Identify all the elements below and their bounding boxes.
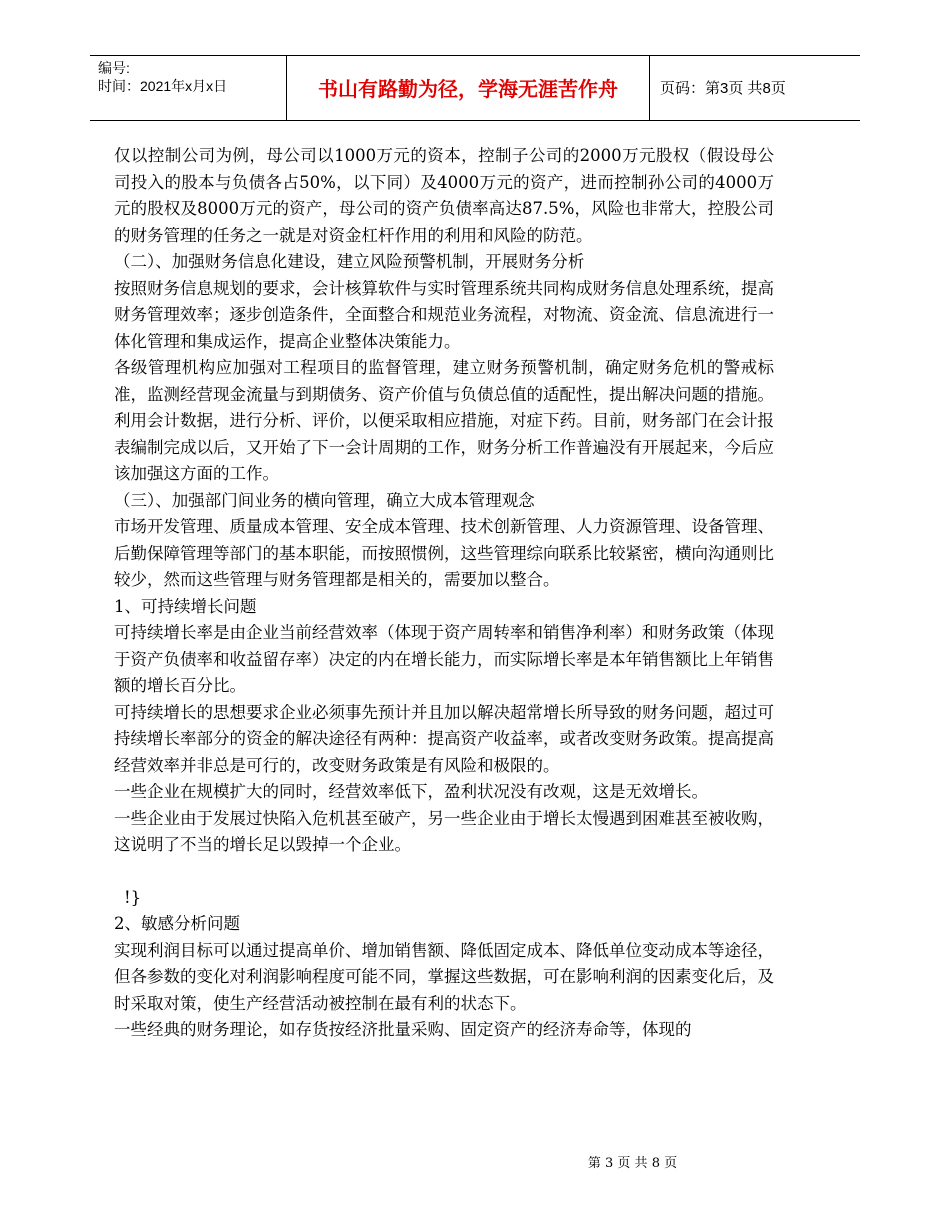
paragraph: 各级管理机构应加强对工程项目的监督管理，建立财务预警机制，确定财务危机的警戒标准，监测经营现金流量与到期债务、资产价值与负债总值的适配性，提出解决问题的措施。 <box>114 358 774 404</box>
header-page-info: 页码：第3页 共8页 <box>660 80 786 97</box>
paragraph: 按照财务信息规划的要求，会计核算软件与实时管理系统共同构成财务信息处理系统，提高财务管理效率；逐步创造条件，全面整合和规范业务流程，对物流、资金流、信息流进行一体化管理和集成运作，提高企业整体决策能力。 <box>114 278 774 351</box>
paragraph: 一些经典的财务理论，如存货按经济批量采购、固定资产的经济寿命等，体现的 <box>114 1020 692 1039</box>
stray-mark: !} <box>124 887 142 907</box>
section-heading: （二）、加强财务信息化建设，建立风险预警机制，开展财务分析 <box>114 252 585 271</box>
header-motto: 书山有路勤为径，学海无涯苦作舟 <box>286 55 650 120</box>
section-heading: （三）、加强部门间业务的横向管理，确立大成本管理观念 <box>114 490 535 510</box>
header-meta <box>98 59 227 95</box>
paragraph: 一些企业在规模扩大的同时，经营效率低下，盈利状况没有改观，这是无效增长。 <box>114 782 708 801</box>
section-heading: 1、可持续增长问题 <box>114 596 257 616</box>
paragraph: 可持续增长的思想要求企业必须事先预计并且加以解决超常增长所导致的财务问题，超过可持续增长率部分的资金的解决途径有两种：提高资产收益率，或者改变财务政策。提高提高经营效率并非总是可行的，改变财务政策是有风险和极限的。 <box>114 702 774 775</box>
page-footer: 第 3 页 共 8 页 <box>587 1156 678 1171</box>
paragraph: 市场开发管理、质量成本管理、安全成本管理、技术创新管理、人力资源管理、设备管理、后勤保障管理等部门的基本职能，而按照惯例，这些管理综向联系比较紧密，横向沟通则比较少，然而这些管理与财务管理都是相关的，需要加以整合。 <box>114 517 774 589</box>
document-time-label: 时间：2021年x月x日 <box>98 78 228 94</box>
paragraph: 实现利润目标可以通过提高单价、增加销售额、降低固定成本、降低单位变动成本等途径，但各参数的变化对利润影响程度可能不同，掌握这些数据，可在影响利润的因素变化后，及时采取对策，使生产经营活动被控制在最有利的状态下。 <box>114 940 774 1013</box>
page-header <box>90 55 860 121</box>
paragraph: 一些企业由于发展过快陷入危机甚至破产，另一些企业由于增长太慢遇到困难甚至被收购，这说明了不当的增长足以毁掉一个企业。 <box>114 808 774 854</box>
header-bottom-rule <box>90 120 860 121</box>
spacer <box>114 859 774 885</box>
document-body <box>114 143 774 1044</box>
document-number-label: 编号: <box>98 60 130 76</box>
section-heading: 2、敏感分析问题 <box>114 914 240 933</box>
paragraph: 可持续增长率是由企业当前经营效率（体现于资产周转率和销售净利率）和财务政策（体现于资产负债率和收益留存率）决定的内在增长能力，而实际增长率是本年销售额比上年销售额的增长百分比。 <box>114 623 774 695</box>
paragraph: 仅以控制公司为例，母公司以1000万元的资本，控制子公司的2000万元股权（假设母公司投入的股本与负债各占50%，以下同）及4000万元的资产，进而控制孙公司的4000万元的股权及8000万元的资产，母公司的资产负债率高达87.5%，风险也非常大，控股公司的财务管理的任务之一就是对资金杠杆作用的利用和风险的防范。 <box>114 146 774 245</box>
paragraph: 利用会计数据，进行分析、评价，以便采取相应措施，对症下药。目前，财务部门在会计报表编制完成以后，又开始了下一会计周期的工作，财务分析工作普遍没有开展起来，今后应该加强这方面的工作。 <box>114 411 774 483</box>
